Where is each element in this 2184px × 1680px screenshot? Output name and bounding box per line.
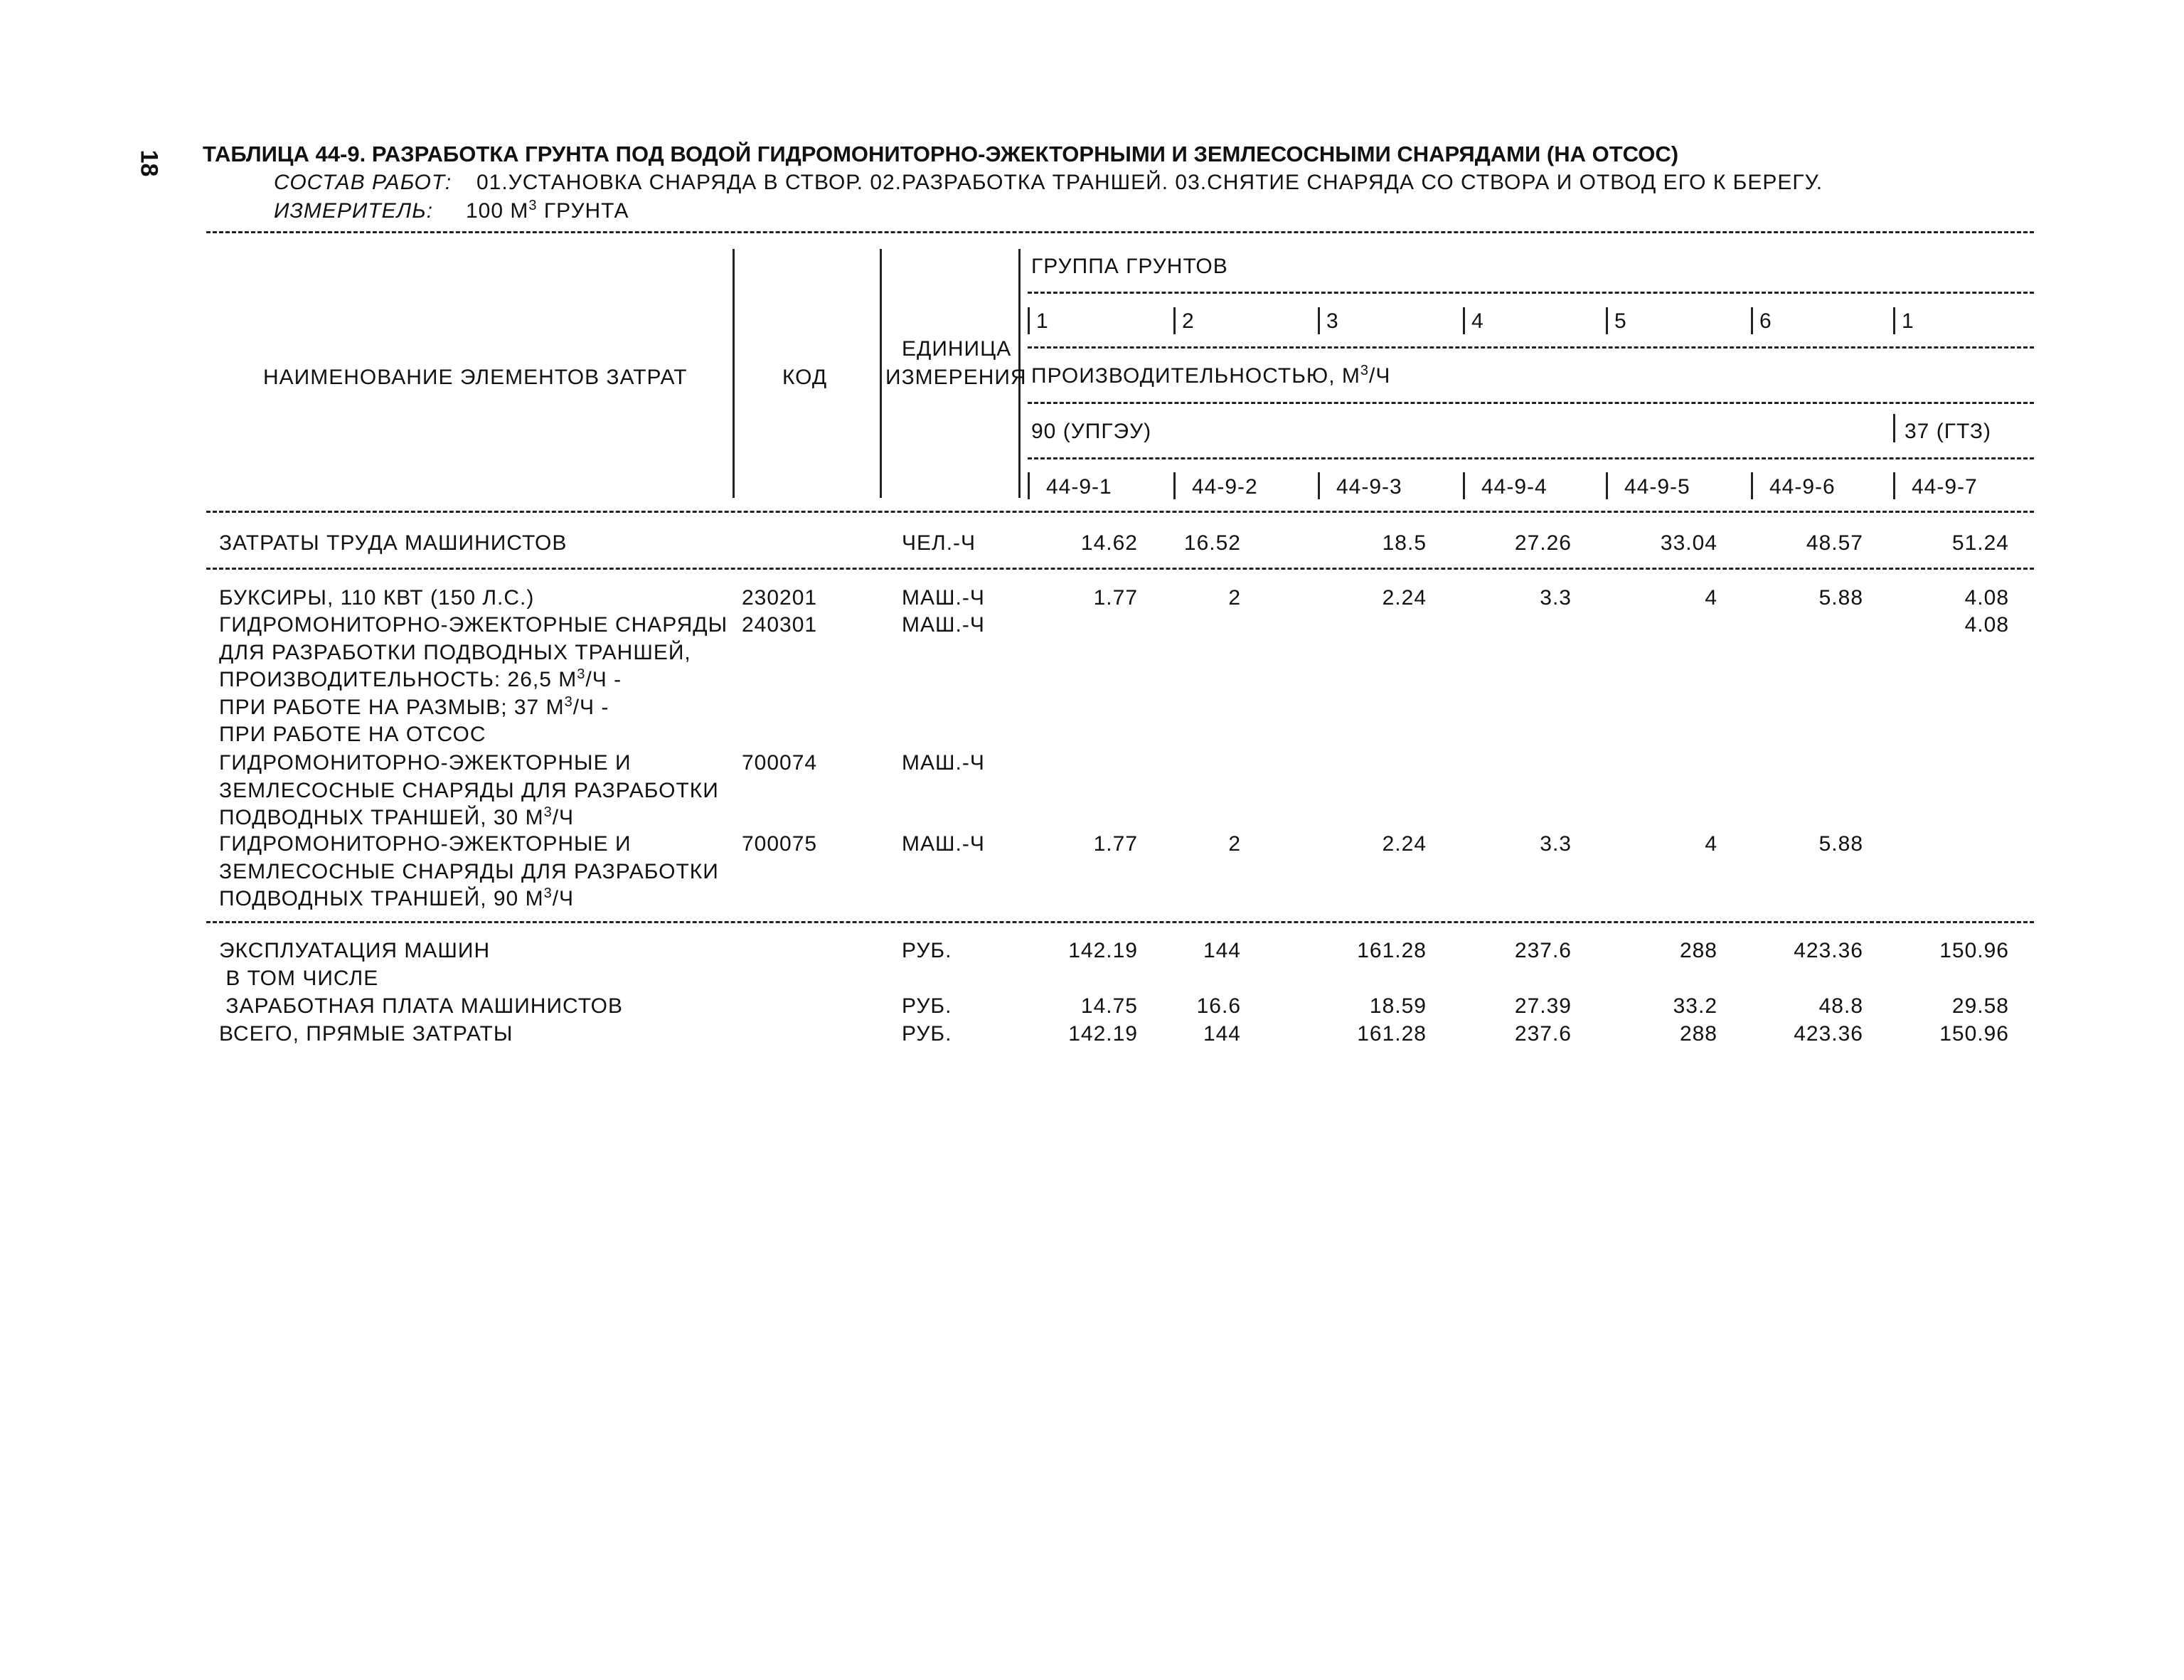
divider	[206, 231, 2034, 233]
machine-value: 5.88	[1818, 586, 1863, 610]
machine-value: 4.08	[1964, 613, 2009, 637]
composition-label: СОСТАВ РАБОТ:	[274, 171, 452, 194]
divider	[1028, 402, 2034, 404]
total-value: 29.58	[1951, 994, 2009, 1018]
col-divider	[1606, 307, 1608, 334]
col-divider	[1028, 472, 1030, 499]
col-divider	[880, 249, 882, 498]
total-value: 18.59	[1369, 994, 1427, 1018]
machine-value: 2	[1228, 832, 1241, 856]
total-value: 14.75	[1080, 994, 1138, 1018]
machine-name-line: ПОДВОДНЫХ ТРАНШЕЙ, 90 $М^3/Ч$	[219, 886, 575, 910]
group-label: 6	[1759, 309, 1772, 333]
labor-value: 18.5	[1382, 531, 1427, 555]
total-value: 144	[1203, 939, 1241, 962]
labor-value: 51.24	[1951, 531, 2009, 555]
col-divider	[1028, 307, 1030, 334]
machine-unit: МАШ.-Ч	[902, 832, 985, 856]
group-label: 1	[1902, 309, 1914, 333]
group-label: 5	[1614, 309, 1627, 333]
machine-unit: МАШ.-Ч	[902, 586, 985, 610]
total-value: 33.2	[1673, 994, 1717, 1018]
header-prod-right: 37 (ГТЗ)	[1905, 420, 1992, 443]
col-divider	[733, 249, 735, 498]
header-productivity: ПРОИЗВОДИТЕЛЬНОСТЬЮ, $М^3/Ч$	[1031, 363, 1391, 388]
total-unit: РУБ.	[902, 994, 952, 1018]
measure-value: 100 $М^3$ ГРУНТА	[466, 198, 629, 223]
machine-name-line: ГИДРОМОНИТОРНО-ЭЖЕКТОРНЫЕ СНАРЯДЫ	[219, 613, 728, 637]
labor-value: 16.52	[1183, 531, 1241, 555]
labor-value: 14.62	[1080, 531, 1138, 555]
col-divider	[1893, 472, 1895, 499]
divider	[206, 511, 2034, 513]
machine-code: 700075	[742, 832, 818, 856]
machine-name-line: ДЛЯ РАЗРАБОТКИ ПОДВОДНЫХ ТРАНШЕЙ,	[219, 640, 691, 664]
code-header: 44-9-3	[1336, 475, 1402, 499]
total-name: ЭКСПЛУАТАЦИЯ МАШИН	[219, 939, 491, 962]
machine-unit: МАШ.-Ч	[902, 613, 985, 637]
machine-name-line: ПРИ РАБОТЕ НА РАЗМЫВ; 37 $М^3/Ч$ -	[219, 693, 609, 719]
total-value: 423.36	[1794, 1022, 1863, 1046]
page-number: 18	[135, 149, 163, 177]
col-divider	[1893, 307, 1895, 334]
total-unit: РУБ.	[902, 1022, 952, 1046]
machine-code: 240301	[742, 613, 818, 637]
machine-value: 4	[1705, 586, 1717, 610]
machine-value: 3.3	[1540, 586, 1572, 610]
col-divider	[1751, 307, 1753, 334]
col-divider	[1173, 472, 1176, 499]
machine-value: 2.24	[1382, 586, 1427, 610]
total-value: 423.36	[1794, 939, 1863, 962]
machine-name-line: БУКСИРЫ, 110 КВТ (150 Л.С.)	[219, 586, 535, 610]
header-prod-left: 90 (УПГЭУ)	[1031, 420, 1152, 443]
group-label: 3	[1326, 309, 1339, 333]
labor-value: 27.26	[1514, 531, 1572, 555]
machine-name-line: ЗЕМЛЕСОСНЫЕ СНАРЯДЫ ДЛЯ РАЗРАБОТКИ	[219, 859, 719, 883]
group-label: 4	[1471, 309, 1484, 333]
total-name: ЗАРАБОТНАЯ ПЛАТА МАШИНИСТОВ	[219, 994, 624, 1018]
total-value: 27.39	[1514, 994, 1572, 1018]
machine-value: 2.24	[1382, 832, 1427, 856]
machine-value: 1.77	[1093, 832, 1138, 856]
total-value: 288	[1679, 1022, 1717, 1046]
total-name: В ТОМ ЧИСЛЕ	[219, 967, 379, 990]
divider	[1028, 292, 2034, 294]
measure-label: ИЗМЕРИТЕЛЬ:	[274, 199, 434, 223]
header-soil-group: ГРУППА ГРУНТОВ	[1031, 255, 1228, 278]
col-divider	[1463, 307, 1465, 334]
col-divider	[1173, 307, 1176, 334]
total-value: 288	[1679, 939, 1717, 962]
machine-value: 1.77	[1093, 586, 1138, 610]
col-divider	[1751, 472, 1753, 499]
total-value: 237.6	[1514, 1022, 1572, 1046]
total-value: 150.96	[1939, 939, 2009, 962]
machine-code: 700074	[742, 751, 818, 775]
divider	[1028, 457, 2034, 459]
total-value: 237.6	[1514, 939, 1572, 962]
col-divider	[1318, 307, 1320, 334]
machine-name-line: ПОДВОДНЫХ ТРАНШЕЙ, 30 $М^3/Ч$	[219, 804, 575, 829]
total-value: 150.96	[1939, 1022, 2009, 1046]
machine-value: 5.88	[1818, 832, 1863, 856]
col-divider	[1893, 414, 1895, 442]
header-unit-2: ИЗМЕРЕНИЯ	[885, 366, 1027, 389]
code-header: 44-9-4	[1481, 475, 1548, 499]
labor-value: 48.57	[1806, 531, 1863, 555]
col-divider	[1463, 472, 1465, 499]
table-title: ТАБЛИЦА 44-9. РАЗРАБОТКА ГРУНТА ПОД ВОДОЙ ГИДРОМОНИТОРНО-ЭЖЕКТОРНЫМИ И ЗЕМЛЕСОСНЫМИ СНАРЯДАМИ (НА ОТСОС)	[203, 142, 1679, 166]
col-divider	[1606, 472, 1608, 499]
code-header: 44-9-6	[1769, 475, 1836, 499]
total-value: 161.28	[1357, 1022, 1427, 1046]
col-divider	[1318, 472, 1320, 499]
composition-text: 01.УСТАНОВКА СНАРЯДА В СТВОР. 02.РАЗРАБОТКА ТРАНШЕЙ. 03.СНЯТИЕ СНАРЯДА СО СТВОРА И ОТВОД ЕГО К БЕРЕГУ.	[476, 171, 1823, 194]
total-value: 144	[1203, 1022, 1241, 1046]
total-value: 48.8	[1818, 994, 1863, 1018]
machine-name-line: ПРОИЗВОДИТЕЛЬНОСТЬ: 26,5 $М^3/Ч$ -	[219, 666, 622, 691]
total-value: 161.28	[1357, 939, 1427, 962]
header-code: КОД	[782, 366, 828, 389]
machine-unit: МАШ.-Ч	[902, 751, 985, 775]
group-label: 2	[1182, 309, 1195, 333]
code-header: 44-9-5	[1624, 475, 1690, 499]
divider	[1028, 346, 2034, 349]
total-name: ВСЕГО, ПРЯМЫЕ ЗАТРАТЫ	[219, 1022, 513, 1046]
machine-name-line: ГИДРОМОНИТОРНО-ЭЖЕКТОРНЫЕ И	[219, 832, 632, 856]
total-value: 142.19	[1068, 1022, 1138, 1046]
machine-value: 4	[1705, 832, 1717, 856]
labor-name: ЗАТРАТЫ ТРУДА МАШИНИСТОВ	[219, 531, 568, 555]
total-value: 142.19	[1068, 939, 1138, 962]
divider	[206, 568, 2034, 570]
header-name: НАИМЕНОВАНИЕ ЭЛЕМЕНТОВ ЗАТРАТ	[263, 366, 688, 389]
total-value: 16.6	[1196, 994, 1241, 1018]
divider	[206, 921, 2034, 923]
machine-value: 3.3	[1540, 832, 1572, 856]
group-label: 1	[1036, 309, 1049, 333]
machine-code: 230201	[742, 586, 818, 610]
machine-name-line: ГИДРОМОНИТОРНО-ЭЖЕКТОРНЫЕ И	[219, 751, 632, 775]
machine-value: 4.08	[1964, 586, 2009, 610]
labor-value: 33.04	[1660, 531, 1717, 555]
machine-name-line: ЗЕМЛЕСОСНЫЕ СНАРЯДЫ ДЛЯ РАЗРАБОТКИ	[219, 778, 719, 802]
total-unit: РУБ.	[902, 939, 952, 962]
code-header: 44-9-7	[1912, 475, 1978, 499]
header-unit-1: ЕДИНИЦА	[902, 337, 1012, 361]
code-header: 44-9-1	[1046, 475, 1112, 499]
machine-name-line: ПРИ РАБОТЕ НА ОТСОС	[219, 723, 486, 746]
code-header: 44-9-2	[1192, 475, 1258, 499]
machine-value: 2	[1228, 586, 1241, 610]
labor-unit: ЧЕЛ.-Ч	[902, 531, 976, 555]
